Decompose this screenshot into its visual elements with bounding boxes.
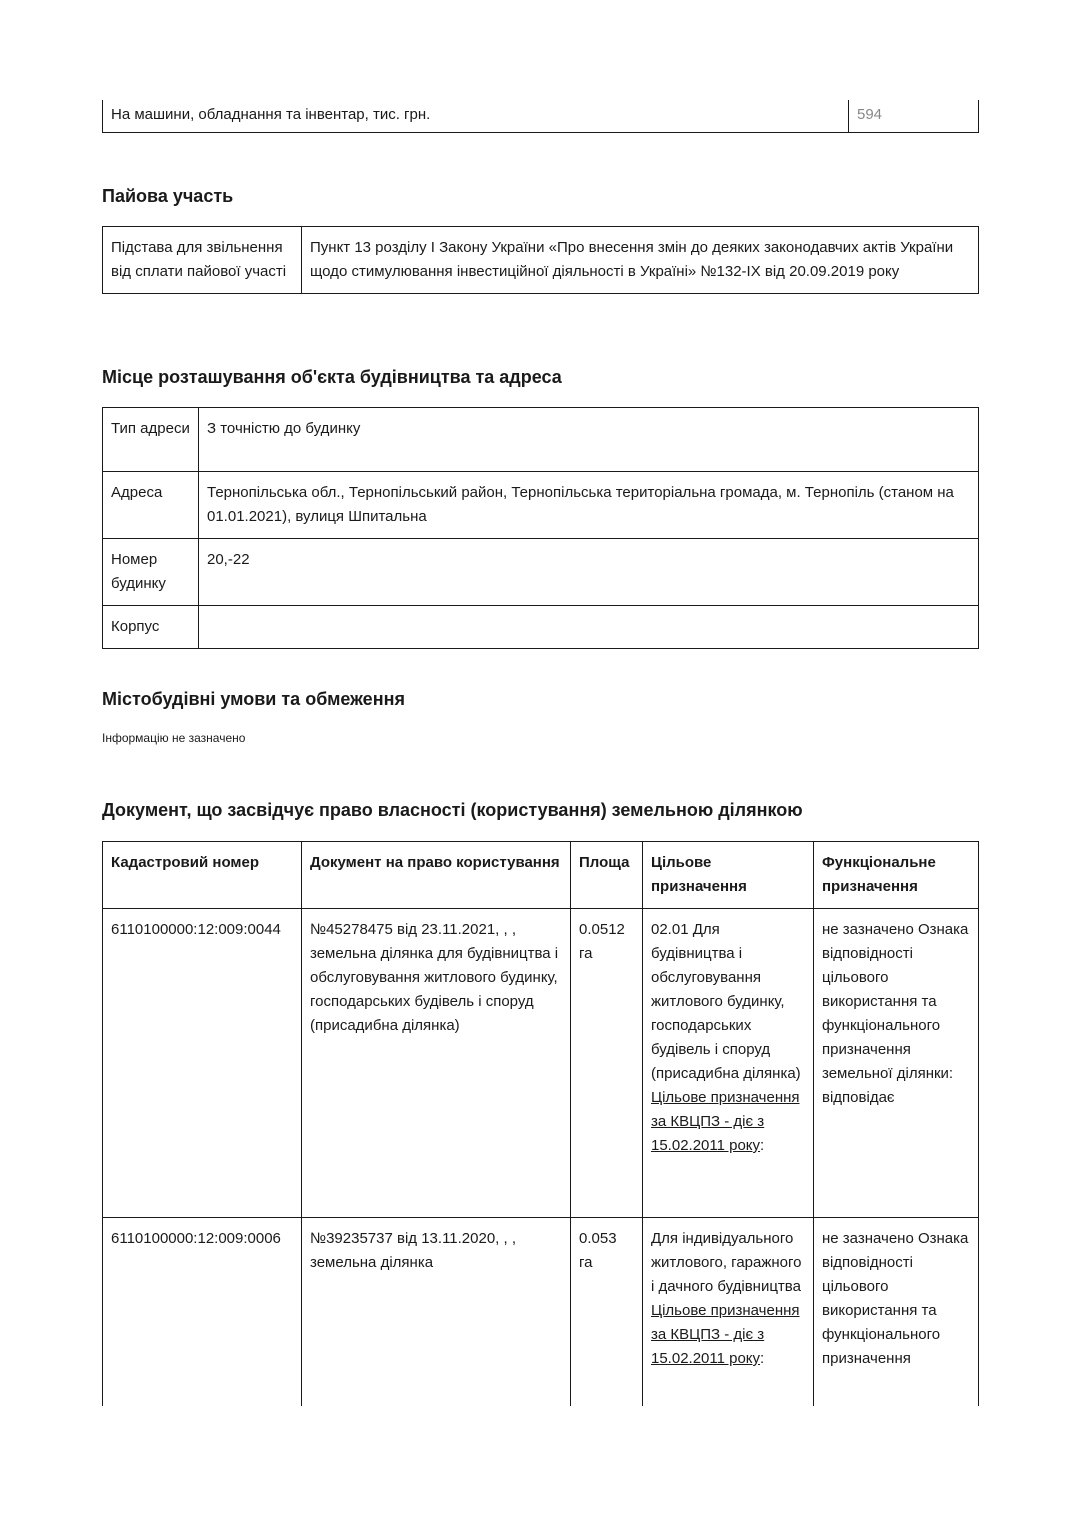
purpose-text: Для індивідуального житлового, гаражного і дачного будівництва: [651, 1230, 802, 1295]
table-header-row: [103, 842, 979, 909]
land-table: [102, 841, 979, 1406]
address-type-label: Тип адреси: [103, 408, 199, 472]
table-row: [103, 1218, 979, 1407]
house-number-value: 20,-22: [199, 539, 979, 606]
share-label: Підстава для звільнення від сплати пайової участі: [103, 227, 302, 294]
house-number-label: Номер будинку: [103, 539, 199, 606]
share-table: [102, 226, 979, 294]
col-purpose: Цільове призначення: [643, 842, 814, 909]
table-row: [103, 909, 979, 1218]
purpose-tail: :: [760, 1137, 765, 1154]
land-document: №39235737 від 13.11.2020, , , земельна ділянка: [302, 1218, 571, 1407]
land-functional: не зазначено Ознака відповідності цільового використання та функціонального призначення земельної ділянки: відповідає: [814, 909, 979, 1218]
col-cadastral: Кадастровий номер: [103, 842, 302, 909]
table-row: [103, 100, 979, 133]
col-area: Площа: [571, 842, 643, 909]
share-heading: Пайова участь: [102, 186, 234, 206]
table-row: [103, 227, 979, 294]
table-row: [103, 472, 979, 539]
purpose-tail: :: [760, 1350, 765, 1367]
building-value: [199, 606, 979, 649]
col-functional: Функціональне призначення: [814, 842, 979, 909]
building-label: Корпус: [103, 606, 199, 649]
address-value: Тернопільська обл., Тернопільський район, Тернопільська територіальна громада, м. Тернопіль (станом на 01.01.2021), вулиця Шпитальна: [199, 472, 979, 539]
equipment-label: На машини, обладнання та інвентар, тис. грн.: [103, 100, 849, 133]
investment-table-continuation: [102, 100, 979, 133]
land-purpose: [643, 909, 814, 1218]
land-purpose: [643, 1218, 814, 1407]
table-row: [103, 539, 979, 606]
purpose-text: 02.01 Для будівництва і обслуговування житлового будинку, господарських будівель і споруд (присадибна ділянка): [651, 921, 801, 1082]
share-value: Пункт 13 розділу І Закону України «Про внесення змін до деяких законодавчих актів України щодо стимулювання інвестиційної діяльності в Україні» №132-IX від 20.09.2019 року: [302, 227, 979, 294]
land-document: №45278475 від 23.11.2021, , , земельна ділянка для будівництва і обслуговування житлового будинку, господарських будівель і споруд (присадибна ділянка): [302, 909, 571, 1218]
table-row: [103, 606, 979, 649]
land-area: 0.0512 га: [571, 909, 643, 1218]
conditions-note: Інформацію не зазначено: [102, 731, 246, 745]
cadastral-number: 6110100000:12:009:0044: [103, 909, 302, 1218]
conditions-heading: Містобудівні умови та обмеження: [102, 689, 405, 709]
cadastral-number: 6110100000:12:009:0006: [103, 1218, 302, 1407]
land-functional: не зазначено Ознака відповідності цільового використання та функціонального призначення: [814, 1218, 979, 1407]
table-row: [103, 408, 979, 472]
purpose-link[interactable]: Цільове призначення за КВЦПЗ - діє з 15.02.2011 року: [651, 1089, 800, 1154]
location-table: [102, 407, 979, 649]
land-area: 0.053 га: [571, 1218, 643, 1407]
equipment-value: 594: [849, 100, 979, 133]
location-heading: Місце розташування об'єкта будівництва та адреса: [102, 367, 562, 387]
land-heading: Документ, що засвідчує право власності (користування) земельною ділянкою: [102, 800, 803, 820]
col-document: Документ на право користування: [302, 842, 571, 909]
purpose-link[interactable]: Цільове призначення за КВЦПЗ - діє з 15.02.2011 року: [651, 1302, 800, 1367]
address-type-value: З точністю до будинку: [199, 408, 979, 472]
address-label: Адреса: [103, 472, 199, 539]
